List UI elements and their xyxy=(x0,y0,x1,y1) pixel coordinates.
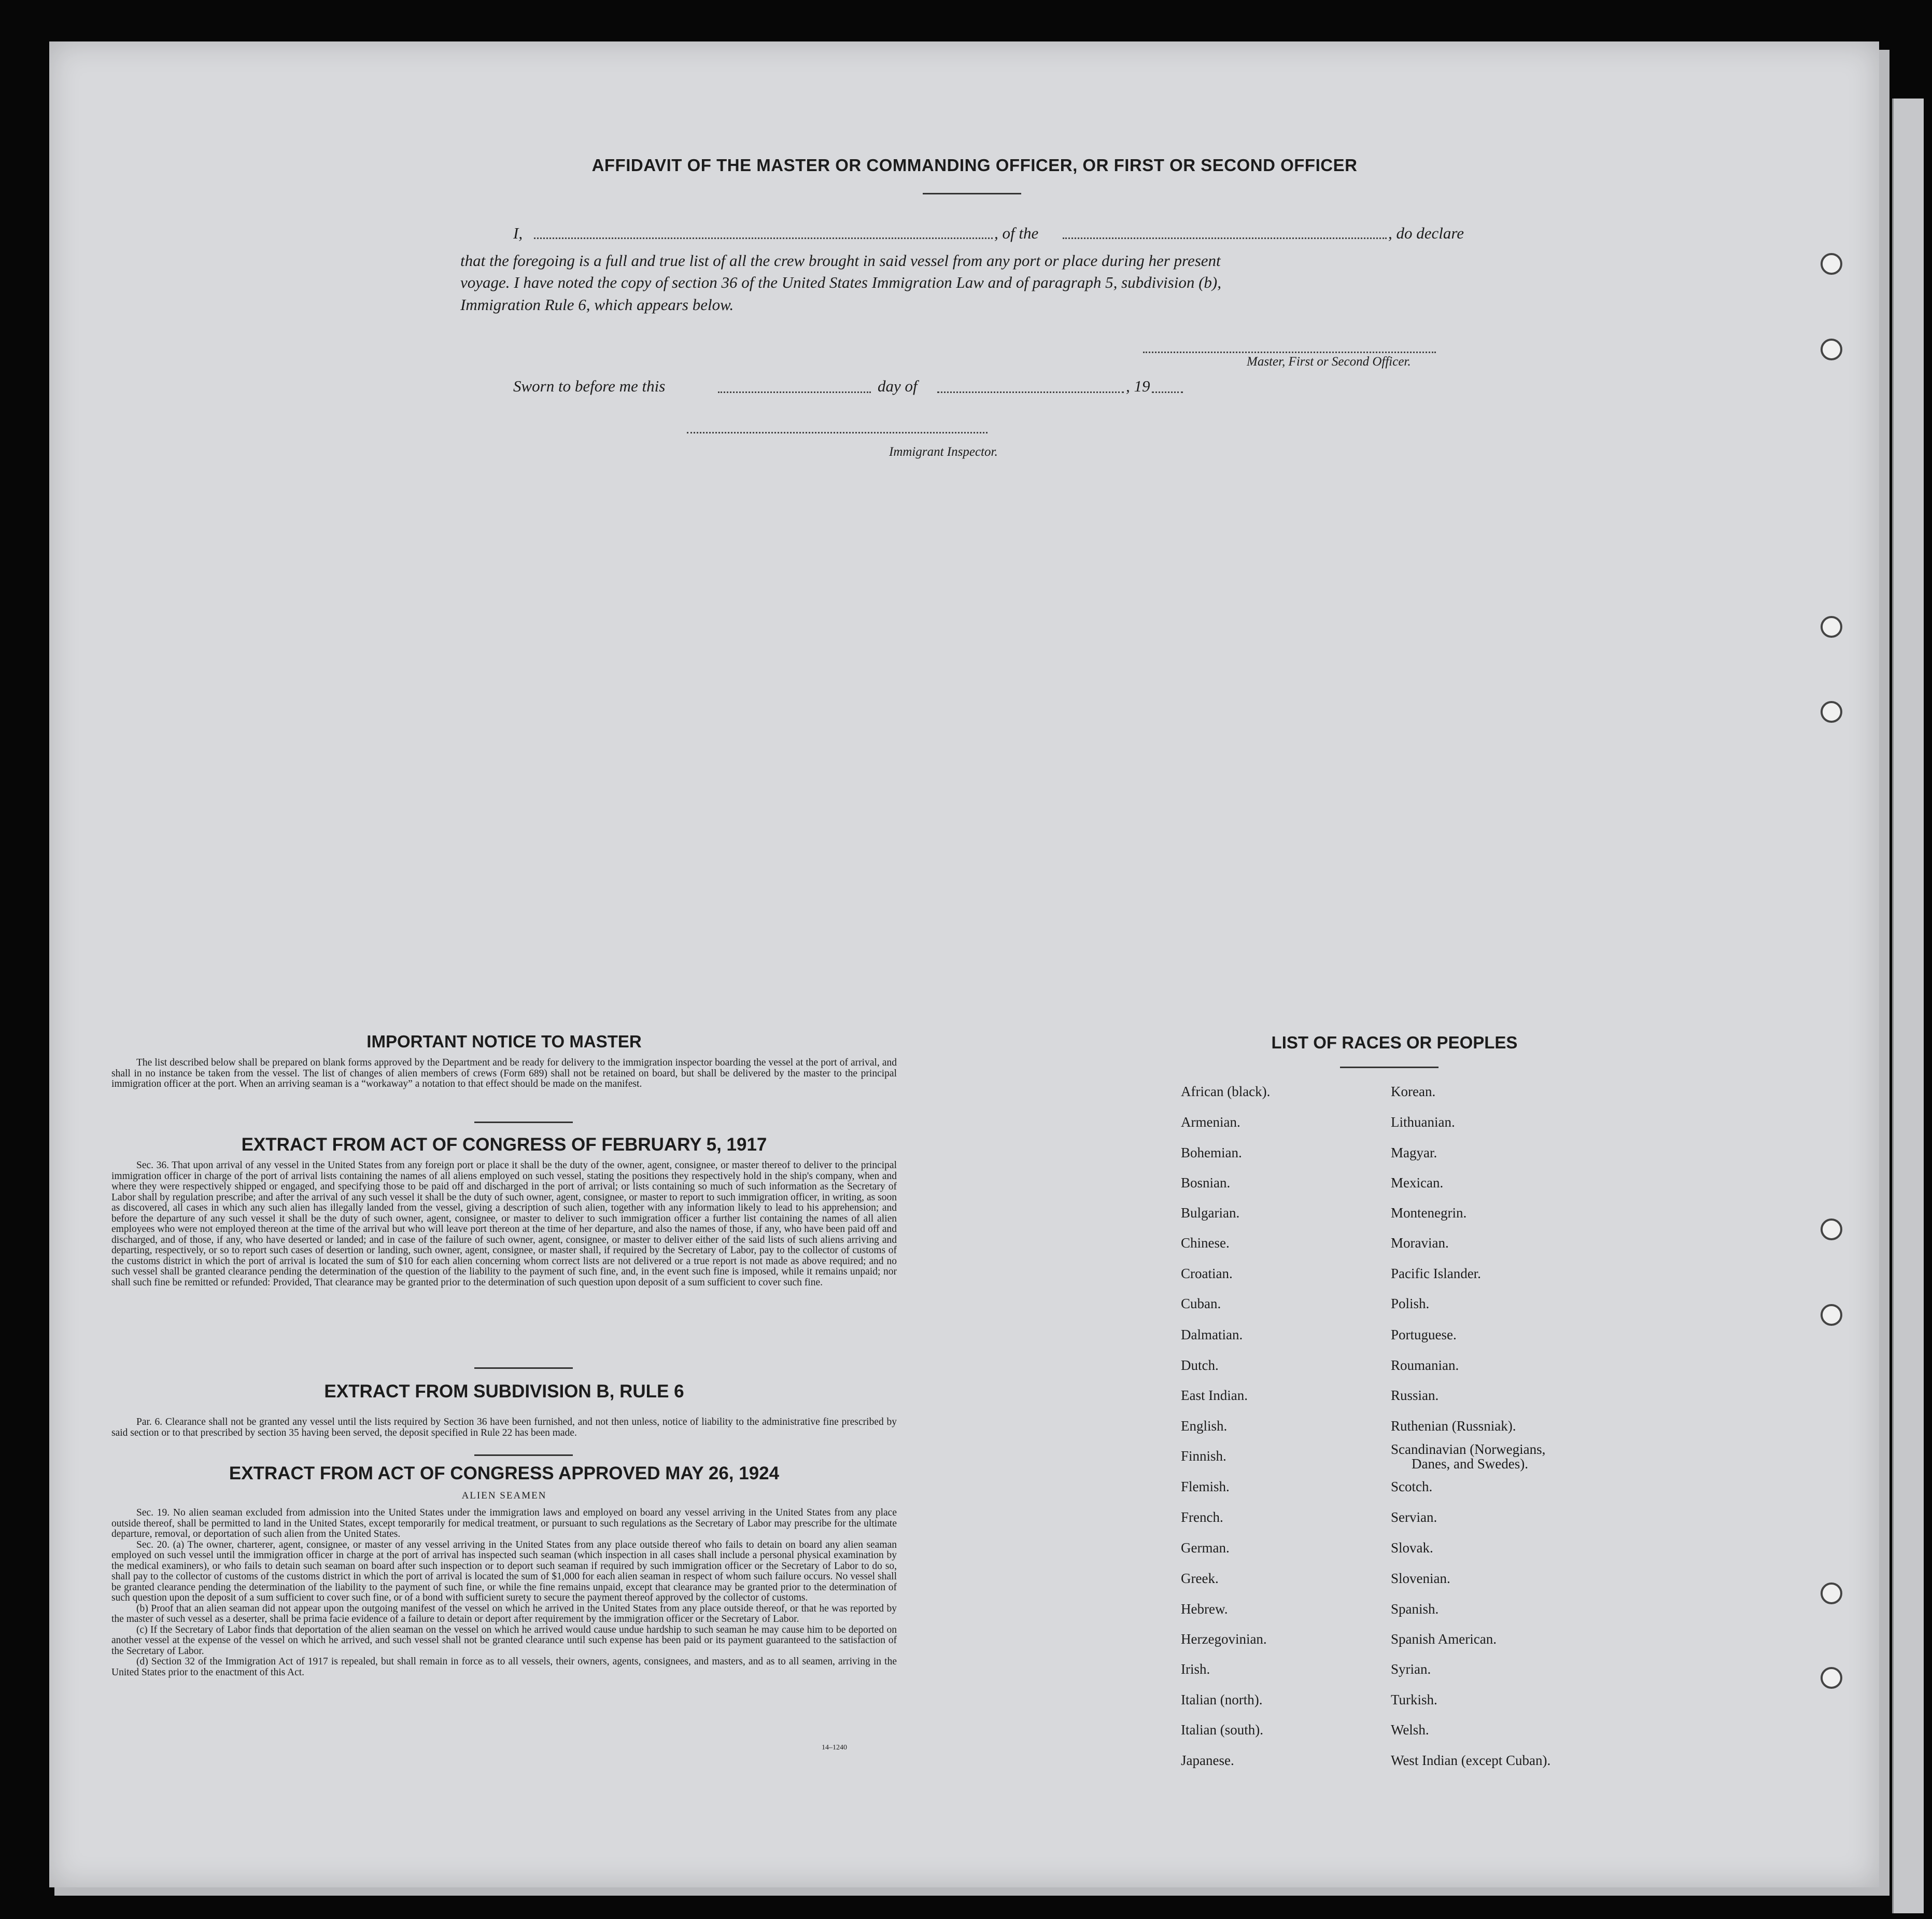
race-item: Korean. xyxy=(1391,1084,1436,1099)
affidavit-title: AFFIDAVIT OF THE MASTER OR COMMANDING OFFICER, OR FIRST OR SECOND OFFICER xyxy=(591,156,1358,175)
race-item: Croatian. xyxy=(1181,1266,1233,1281)
sworn-month-blank[interactable] xyxy=(937,391,1124,393)
master-caption: Master, First or Second Officer. xyxy=(1247,355,1411,369)
race-item: East Indian. xyxy=(1181,1388,1248,1403)
punch-hole-icon xyxy=(1821,1304,1842,1326)
form-number: 14–1240 xyxy=(822,1744,847,1752)
race-item: Welsh. xyxy=(1391,1722,1429,1738)
race-item: Montenegrin. xyxy=(1391,1205,1467,1221)
declare-of-the: , of the xyxy=(994,224,1039,242)
race-item: Cuban. xyxy=(1181,1296,1221,1311)
race-item: West Indian (except Cuban). xyxy=(1391,1753,1551,1768)
race-item: Pacific Islander. xyxy=(1391,1266,1481,1281)
name-blank[interactable] xyxy=(534,237,993,239)
notice-title: IMPORTANT NOTICE TO MASTER xyxy=(366,1032,642,1051)
punch-hole-icon xyxy=(1821,701,1842,723)
race-item: Ruthenian (Russniak). xyxy=(1391,1418,1516,1434)
extract-1924-body xyxy=(111,1508,897,1678)
extract-rule6-title: EXTRACT FROM SUBDIVISION B, RULE 6 xyxy=(324,1381,684,1402)
declaration-line-2: that the foregoing is a full and true list of all the crew brought in said vessel from any port or place during her present xyxy=(460,251,1221,270)
race-item: Slovak. xyxy=(1391,1540,1433,1556)
race-item: Italian (north). xyxy=(1181,1692,1263,1707)
race-item: Chinese. xyxy=(1181,1235,1230,1251)
race-item: African (black). xyxy=(1181,1084,1271,1099)
race-item: Finnish. xyxy=(1181,1448,1226,1464)
punch-hole-icon xyxy=(1821,1218,1842,1240)
race-item: Italian (south). xyxy=(1181,1722,1263,1738)
section-20b-text: (b) Proof that an alien seaman did not appear upon the outgoing manifest of the vessel on which he arrived in the United States from any place outside thereof, or that he was reported by the master of such vessel as a deserter, shall be prima facie evidence of a failure to detain or deport after requirement by the immigration officer or the Secretary of Labor. xyxy=(111,1603,897,1624)
race-item: Armenian. xyxy=(1181,1114,1240,1130)
punch-hole-icon xyxy=(1821,339,1842,360)
section-20d-text: (d) Section 32 of the Immigration Act of 1917 is repealed, but shall remain in force as to all vessels, their owners, agents, consignees, and masters, and as to all seamen, arriving in the United States prior to the enactment of this Act. xyxy=(111,1656,897,1678)
race-item: Bulgarian. xyxy=(1181,1205,1240,1221)
title-divider xyxy=(923,193,1021,194)
inspector-signature-line[interactable] xyxy=(687,432,988,433)
master-signature-line[interactable] xyxy=(1143,352,1436,353)
race-item: Herzegovinian. xyxy=(1181,1631,1267,1647)
race-item: Moravian. xyxy=(1391,1235,1449,1251)
inspector-caption: Immigrant Inspector. xyxy=(889,445,998,459)
section-divider xyxy=(474,1454,573,1456)
race-item: Lithuanian. xyxy=(1391,1114,1455,1130)
race-item: Portuguese. xyxy=(1391,1327,1457,1342)
punch-hole-icon xyxy=(1821,253,1842,275)
page-edge xyxy=(1892,99,1924,1913)
race-item: Mexican. xyxy=(1391,1175,1444,1190)
race-item: French. xyxy=(1181,1509,1223,1525)
declare-do: , do declare xyxy=(1388,224,1464,242)
race-item: Scandinavian (Norwegians, xyxy=(1391,1441,1546,1457)
race-item: Dalmatian. xyxy=(1181,1327,1243,1342)
punch-hole-icon xyxy=(1821,1582,1842,1604)
race-item: Magyar. xyxy=(1391,1145,1437,1160)
notice-body xyxy=(111,1058,897,1090)
section-19-text: Sec. 19. No alien seaman excluded from admission into the United States under the immigration laws and employed on board any vessel arriving in the United States from any place outside thereof, shall be permitted to land in the United States, except temporarily for medical treatment, or pursuant to such regulations as the Secretary of Labor may prescribe for the ultimate departure, removal, or deportation of such alien from the United States. xyxy=(111,1507,897,1539)
race-item: Greek. xyxy=(1181,1571,1219,1586)
race-item: Japanese. xyxy=(1181,1753,1234,1768)
section-20a-text: Sec. 20. (a) The owner, charterer, agent, consignee, or master of any vessel arriving in the United States from any place outside thereof who fails to detain on board any alien seaman employed on such vessel until the immigration officer in charge at the port of arrival has inspected such seaman (which inspection in all cases shall include a personal physical examination by the medical examiners), or who fails to detain such seaman on board after such inspection or to deport such seaman if required by such immigration officer or the Secretary of Labor to do so, shall pay to the collector of customs of the customs district in which the port of arrival is located the sum of $1,000 for each alien seaman in respect of whom such failure occurs. No vessel shall be granted clearance pending the determination of the liability to the payment of such fine, or while the fine remains unpaid, except that clearance may be granted prior to the determination of such question upon the deposit of a sum sufficient to cover such fine, or of a bond with sufficient surety to secure the payment thereof approved by the collector of customs. xyxy=(111,1539,897,1603)
race-item: English. xyxy=(1181,1418,1228,1434)
alien-seamen-subtitle: ALIEN SEAMEN xyxy=(461,1490,547,1501)
races-title: LIST OF RACES OR PEOPLES xyxy=(1271,1033,1518,1052)
declaration-line-3: voyage. I have noted the copy of section 36 of the United States Immigration Law and of paragraph 5, subdivision (b), xyxy=(460,273,1221,291)
punch-hole-icon xyxy=(1821,616,1842,638)
race-item: Syrian. xyxy=(1391,1661,1431,1677)
race-item: Dutch. xyxy=(1181,1357,1219,1373)
punch-hole-icon xyxy=(1821,1667,1842,1689)
declare-i: I, xyxy=(513,224,523,242)
extract-rule6-body xyxy=(111,1417,897,1438)
race-item: Turkish. xyxy=(1391,1692,1437,1707)
extract-1917-title: EXTRACT FROM ACT OF CONGRESS OF FEBRUARY 5, 1917 xyxy=(241,1134,767,1155)
paragraph-6-text: Par. 6. Clearance shall not be granted any vessel until the lists required by Section 36 have been furnished, and not then unless, notice of liability to the administrative fine prescribed by said section or to that prescribed by section 35 having been served, the deposit specified in Rule 22 has been made. xyxy=(111,1417,897,1438)
year-label: , 19 xyxy=(1126,377,1150,395)
race-item: Irish. xyxy=(1181,1661,1210,1677)
race-item: Servian. xyxy=(1391,1509,1437,1525)
race-item: Bohemian. xyxy=(1181,1145,1242,1160)
section-divider xyxy=(474,1367,573,1369)
extract-1924-title: EXTRACT FROM ACT OF CONGRESS APPROVED MAY 26, 1924 xyxy=(229,1463,780,1483)
section-20c-text: (c) If the Secretary of Labor finds that deportation of the alien seaman on the vessel on which he arrived would cause undue hardship to such seaman he may cause him to be deported on another vessel at the expense of the vessel on which he arrived, and such vessel shall not be granted clearance until such expense has been paid or its payment guaranteed to the satisfaction of the Secretary of Labor. xyxy=(111,1624,897,1657)
race-item: Flemish. xyxy=(1181,1479,1230,1494)
declaration-line-4: Immigration Rule 6, which appears below. xyxy=(460,296,734,314)
race-item: Polish. xyxy=(1391,1296,1430,1311)
race-item: Russian. xyxy=(1391,1388,1439,1403)
sworn-label: Sworn to before me this xyxy=(513,377,666,395)
sworn-day-blank[interactable] xyxy=(718,391,871,393)
section-divider xyxy=(474,1122,573,1123)
extract-1917-body xyxy=(111,1160,897,1288)
races-divider xyxy=(1340,1067,1439,1068)
notice-paragraph: The list described below shall be prepared on blank forms approved by the Department and be ready for delivery to the immigration inspector boarding the vessel at the port of arrival, and shall in no instance be taken from the vessel. The list of changes of alien members of crews (Form 689) shall not be retained on board, but shall be delivered by the master to the principal immigration officer at the port. When an arriving seaman is a “workaway” a notation to that effect should be made on the manifest. xyxy=(111,1057,897,1089)
race-item: Roumanian. xyxy=(1391,1357,1459,1373)
race-item: Bosnian. xyxy=(1181,1175,1231,1190)
race-item-continuation: Danes, and Swedes). xyxy=(1412,1456,1528,1472)
vessel-blank[interactable] xyxy=(1063,237,1387,239)
race-item: German. xyxy=(1181,1540,1230,1556)
race-item: Spanish. xyxy=(1391,1601,1439,1617)
race-item: Slovenian. xyxy=(1391,1571,1450,1586)
year-blank[interactable] xyxy=(1152,391,1183,393)
section-36-text: Sec. 36. That upon arrival of any vessel in the United States from any foreign port or place it shall be the duty of the owner, agent, consignee, or master thereof to deliver to the principal immigration officer in charge of the port of arrival lists containing the names of all aliens employed on such vessel, stating the positions they respectively hold in the ship's company, when and where they were respectively shipped or engaged, and specifying those to be paid off and discharged in the port of arrival; or lists containing so much of such information as the Secretary of Labor shall by regulation prescribe; and after the arrival of any such vessel it shall be the duty of such owner, agent, consignee, or master to report to such immigration officer, in writing, as soon as discovered, all cases in which any such alien has illegally landed from the vessel, giving a description of such alien, together with any information likely to lead to his apprehension; and before the departure of any such vessel it shall be the duty of such owner, agent, consignee, or master to deliver to such immigration officer a further list containing the names of all alien employees who were not employed thereon at the time of the arrival but who will leave port thereon at the time of her departure, and also the names of those, if any, who have been paid off and discharged, and of those, if any, who have deserted or landed; and in case of the failure of such owner, agent, consignee, or master to deliver either of the said lists of such aliens arriving and departing, respectively, or so to report such cases of desertion or landing, such owner, agent, consignee, or master shall, if required by the Secretary of Labor, pay to the collector of customs of the customs district in which the port of arrival is located the sum of $10 for each alien concerning whom correct lists are not delivered or a true report is not made as above required; and no such vessel shall be granted clearance pending the determination of the question of the liability to the payment of such fine, and, in the event such fine is imposed, while it remains unpaid; nor shall such fine be remitted or refunded: Provided, That clearance may be granted prior to the determination of such question upon deposit of a sum sufficient to cover such fine. xyxy=(111,1160,897,1288)
race-item: Scotch. xyxy=(1391,1479,1433,1494)
race-item: Hebrew. xyxy=(1181,1601,1228,1617)
race-item: Spanish American. xyxy=(1391,1631,1497,1647)
day-of-label: day of xyxy=(878,377,918,395)
